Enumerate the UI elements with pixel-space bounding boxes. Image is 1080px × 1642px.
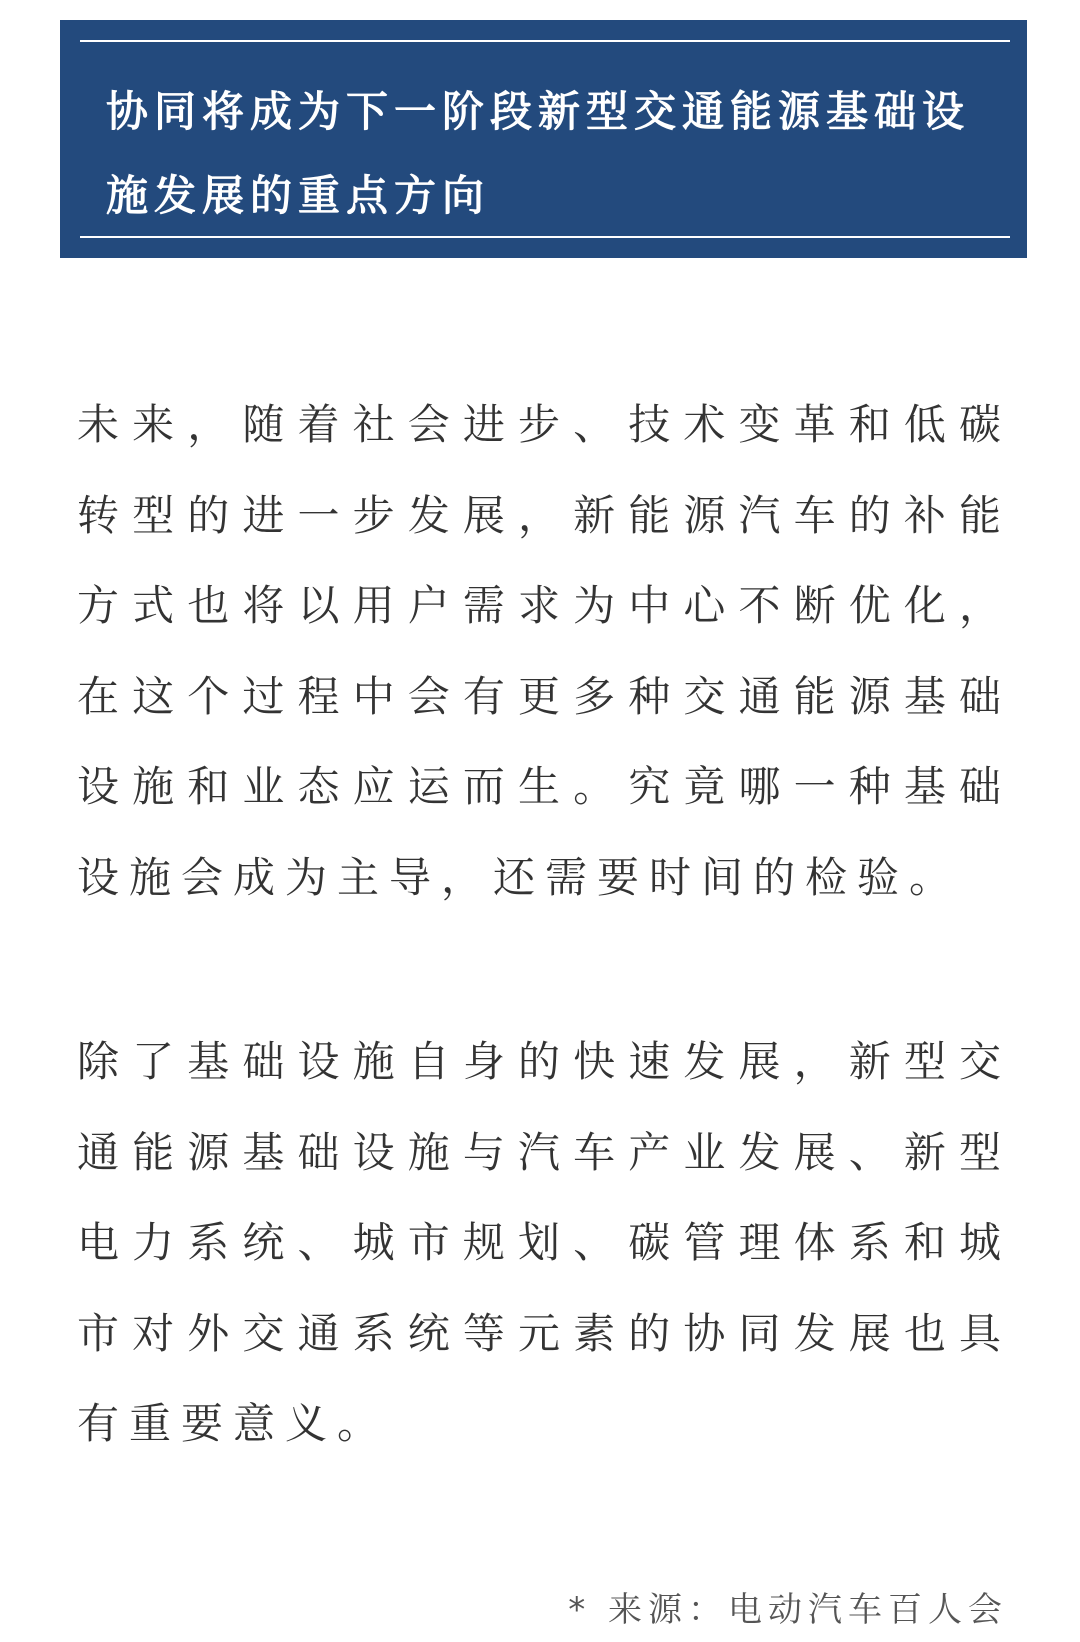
source-attribution: * 来源：电动汽车百人会 xyxy=(568,1590,1008,1630)
banner-bottom-rule xyxy=(80,236,1010,238)
banner-top-rule xyxy=(80,40,1010,42)
title-banner xyxy=(60,20,1027,258)
section-title: 协同将成为下一阶段新型交通能源基础设施发展的重点方向 xyxy=(106,87,971,220)
article-paragraph: 除了基础设施自身的快速发展，新型交通能源基础设施与汽车产业发展、新型电力系统、城市规划、碳管理体系和城市对外交通系统等元素的协同发展也具有重要意义。 xyxy=(77,1037,1011,1448)
article-paragraph: 未来，随着社会进步、技术变革和低碳转型的进一步发展，新能源汽车的补能方式也将以用户需求为中心不断优化，在这个过程中会有更多种交通能源基础设施和业态应运而生。究竟哪一种基础设施会成为主导，还需要时间的检验。 xyxy=(77,400,1011,902)
